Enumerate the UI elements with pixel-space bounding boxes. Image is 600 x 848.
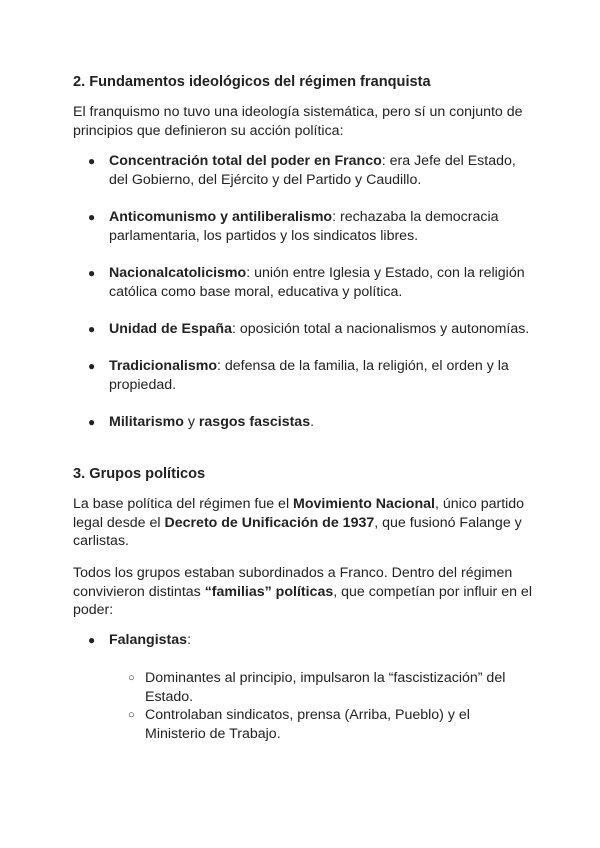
circle-bullet-icon: ○: [128, 709, 135, 721]
bullet-text: [109, 631, 538, 650]
bullet-text: [109, 264, 538, 301]
sub-list-item: [128, 669, 518, 706]
bullet-icon: ●: [88, 633, 96, 647]
bullet-text: [109, 357, 538, 394]
bullet-bold: Militarismo: [109, 414, 184, 430]
bullet-bold: Tradicionalismo: [109, 358, 218, 374]
bullet-bold-2: rasgos fascistas: [198, 414, 311, 430]
section-2-intro: El franquismo no tuvo una ideología sistemática, pero sí un conjunto de principios que definieron su acción política:: [73, 104, 523, 139]
paragraph-text: , que fusionó Falange y carlistas.: [73, 514, 522, 550]
bullet-item: [88, 413, 538, 432]
bullet-item: [88, 208, 538, 245]
section-2-heading: 2. Fundamentos ideológicos del régimen franquista: [73, 74, 431, 90]
section-3-paragraph-2: [73, 564, 543, 620]
bullet-item: [88, 631, 538, 650]
bullet-bold: Falangistas: [109, 632, 188, 648]
sub-list-text: Dominantes al principio, impulsaron la “fascistización” del Estado.: [145, 670, 506, 705]
bullet-bold: Concentración total del poder en Franco: [109, 153, 382, 169]
paragraph-text: La base política del régimen fue el: [73, 496, 294, 512]
bullet-item: [88, 152, 538, 189]
bullet-mid: y: [183, 414, 199, 430]
bullet-bold: Anticomunismo y antiliberalismo: [109, 209, 333, 225]
bullet-rest: .: [310, 414, 315, 430]
bullet-bold: Nacionalcatolicismo: [109, 265, 247, 281]
bullet-icon: ●: [88, 210, 96, 224]
bullet-icon: ●: [88, 154, 96, 168]
bullet-item: [88, 264, 538, 301]
paragraph-bold: Movimiento Nacional: [293, 496, 435, 512]
bullet-text: [109, 152, 538, 189]
bullet-text: [109, 208, 538, 245]
bullet-text: [109, 413, 538, 432]
bullet-rest: : defensa de la familia, la religión, el orden y la propiedad.: [109, 358, 509, 393]
paragraph-text: , único partido legal desde el: [73, 496, 525, 531]
paragraph-bold: Decreto de Unificación de 1937: [164, 514, 375, 531]
bullet-rest: : rechazaba la democracia parlamentaria, los partidos y los sindicatos libres.: [109, 209, 499, 244]
bullet-icon: ●: [88, 266, 96, 280]
bullet-text: [109, 320, 538, 339]
section-3-paragraph-1: [73, 495, 543, 551]
paragraph-bold: “familias” políticas: [204, 583, 334, 600]
bullet-icon: ●: [88, 359, 96, 373]
section-3-heading: 3. Grupos políticos: [73, 466, 206, 482]
bullet-item: [88, 357, 538, 394]
paragraph-text: Todos los grupos estaban subordinados a Franco. Dentro del régimen convivieron distintas: [73, 565, 513, 600]
bullet-rest: : oposición total a nacionalismos y autonomías.: [231, 321, 530, 337]
sub-list-text: Controlaban sindicatos, prensa (Arriba, Pueblo) y el Ministerio de Trabajo.: [145, 707, 470, 742]
bullet-item: [88, 320, 538, 339]
sub-list-item: [128, 706, 518, 743]
bullet-rest: : unión entre Iglesia y Estado, con la religión católica como base moral, educativa y política.: [109, 265, 525, 300]
circle-bullet-icon: ○: [128, 672, 135, 684]
bullet-icon: ●: [88, 415, 96, 429]
bullet-bold: Unidad de España: [109, 321, 232, 337]
bullet-icon: ●: [88, 322, 96, 336]
paragraph-text: , que competían por influir en el poder:: [73, 583, 532, 619]
bullet-rest: :: [187, 632, 192, 648]
bullet-rest: : era Jefe del Estado, del Gobierno, del Ejército y del Partido y Caudillo.: [109, 153, 516, 188]
